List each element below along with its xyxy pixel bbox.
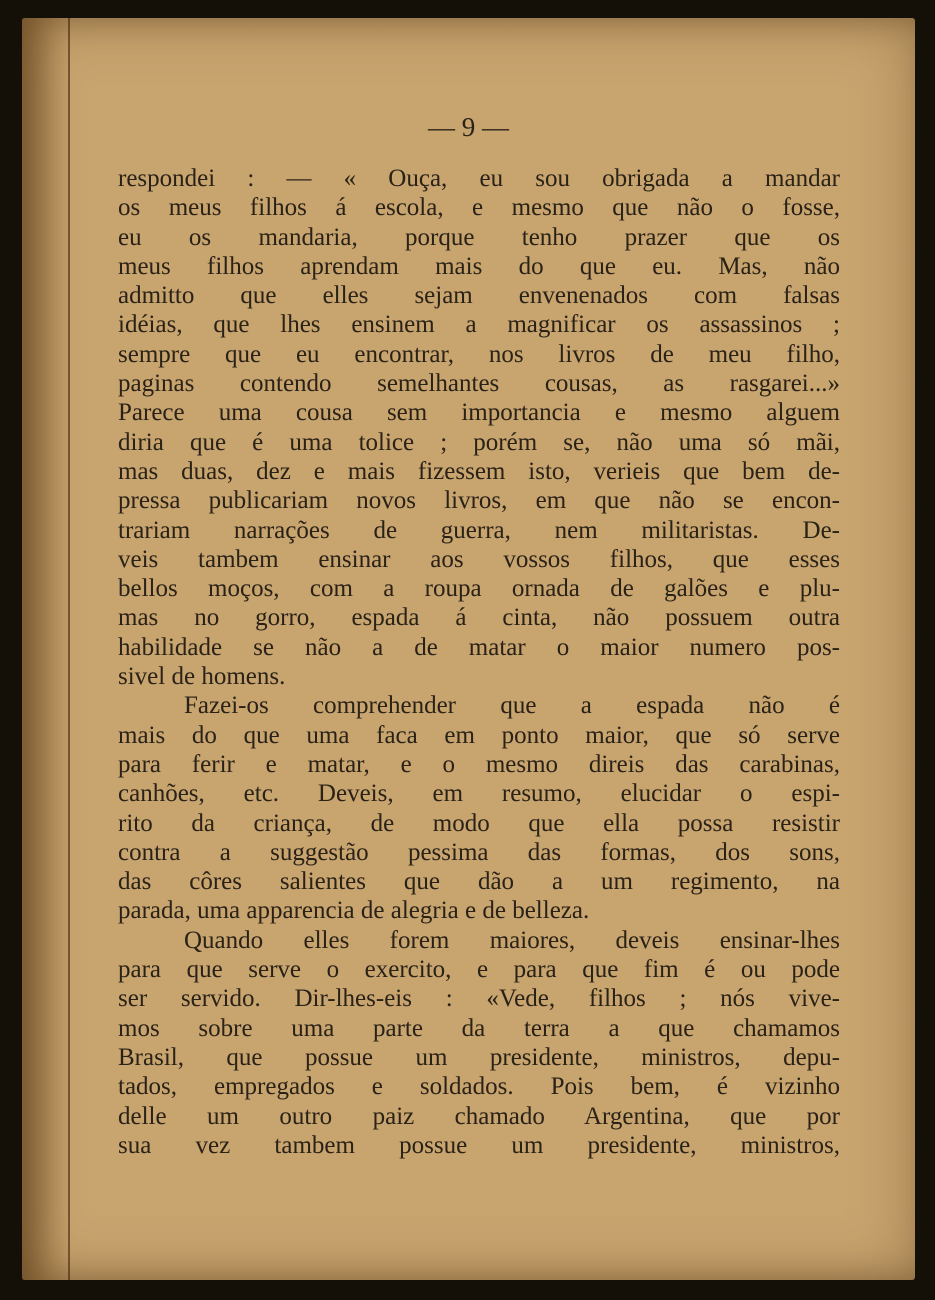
text-line: meus filhos aprendam mais do que eu. Mas, não bbox=[118, 252, 840, 280]
text-line: contra a suggestão pessima das formas, dos sons, bbox=[118, 838, 840, 866]
text-line: tados, empregados e soldados. Pois bem, é vizinho bbox=[118, 1073, 840, 1101]
text-line: Fazei-os comprehender que a espada não é bbox=[184, 692, 840, 720]
text-line: trariam narrações de guerra, nem militaristas. De- bbox=[118, 516, 840, 544]
text-line: bellos moços, com a roupa ornada de galões e plu- bbox=[118, 575, 840, 603]
text-line: paginas contendo semelhantes cousas, as rasgarei...» bbox=[118, 370, 840, 398]
text-line: admitto que elles sejam envenenados com falsas bbox=[118, 282, 840, 310]
text-line: rito da criança, de modo que ella possa resistir bbox=[118, 809, 840, 837]
book-page bbox=[22, 18, 915, 1280]
text-line: mas duas, dez e mais fizessem isto, verieis que bem de- bbox=[118, 457, 840, 485]
text-line: para ferir e matar, e o mesmo direis das carabinas, bbox=[118, 750, 840, 778]
text-line: para que serve o exercito, e para que fim é ou pode bbox=[118, 956, 840, 984]
text-line: eu os mandaria, porque tenho prazer que os bbox=[118, 223, 840, 251]
text-line: das côres salientes que dão a um regimento, na bbox=[118, 868, 840, 896]
text-line: veis tambem ensinar aos vossos filhos, que esses bbox=[118, 545, 840, 573]
text-line: sua vez tambem possue um presidente, ministros, bbox=[118, 1131, 840, 1159]
text-line: mais do que uma faca em ponto maior, que só serve bbox=[118, 721, 840, 749]
text-line: ser servido. Dir-lhes-eis : «Vede, filhos ; nós vive- bbox=[118, 985, 840, 1013]
text-line: diria que é uma tolice ; porém se, não uma só mãi, bbox=[118, 428, 840, 456]
body-text bbox=[118, 164, 840, 1160]
text-line: mos sobre uma parte da terra a que chamamos bbox=[118, 1014, 840, 1042]
text-line: pressa publicariam novos livros, em que não se encon- bbox=[118, 487, 840, 515]
text-line: os meus filhos á escola, e mesmo que não o fosse, bbox=[118, 194, 840, 222]
text-line: delle um outro paiz chamado Argentina, que por bbox=[118, 1102, 840, 1130]
text-line: canhões, etc. Deveis, em resumo, elucidar o espi- bbox=[118, 780, 840, 808]
page-gutter bbox=[22, 18, 70, 1280]
text-line: habilidade se não a de matar o maior numero pos- bbox=[118, 633, 840, 661]
text-line: sempre que eu encontrar, nos livros de meu filho, bbox=[118, 340, 840, 368]
text-line: parada, uma apparencia de alegria e de belleza. bbox=[118, 897, 590, 925]
text-line: Brasil, que possue um presidente, ministros, depu- bbox=[118, 1043, 840, 1071]
text-line: sivel de homens. bbox=[118, 663, 286, 691]
text-line: mas no gorro, espada á cinta, não possuem outra bbox=[118, 604, 840, 632]
text-line: Quando elles forem maiores, deveis ensinar-lhes bbox=[184, 926, 840, 954]
page-number: — 9 — bbox=[428, 112, 509, 142]
text-line: Parece uma cousa sem importancia e mesmo alguem bbox=[118, 399, 840, 427]
text-line: idéias, que lhes ensinem a magnificar os assassinos ; bbox=[118, 311, 840, 339]
text-line: respondei : — « Ouça, eu sou obrigada a mandar bbox=[118, 165, 840, 192]
